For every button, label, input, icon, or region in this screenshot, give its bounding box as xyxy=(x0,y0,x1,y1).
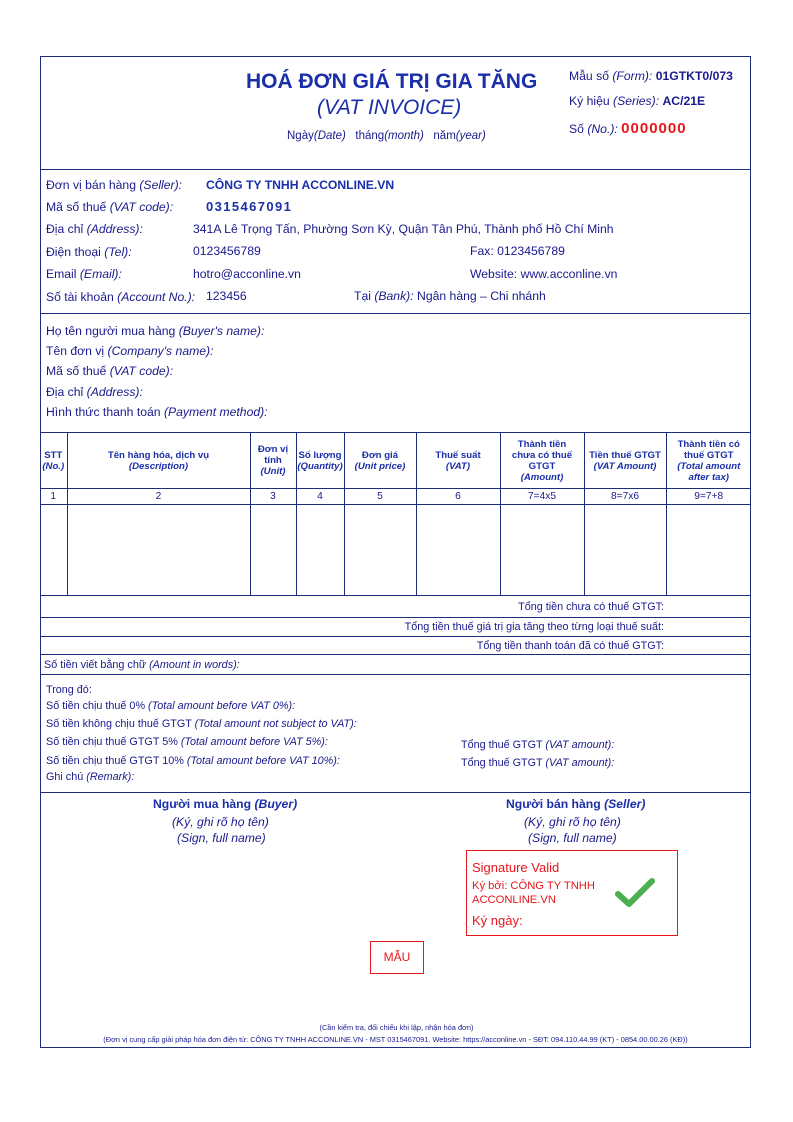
col-header-quantity: Số lượng (Quantity) xyxy=(296,433,344,489)
col-header-unit: Đơn vị tính (Unit) xyxy=(250,433,296,489)
table-index-row xyxy=(40,489,751,505)
seller-sign-instruction-en: (Sign, full name) xyxy=(528,831,617,845)
seller-name-label: Đơn vị bán hàng (Seller): xyxy=(46,178,183,192)
seller-name: CÔNG TY TNHH ACCONLINE.VN xyxy=(206,178,395,192)
table-body-row xyxy=(40,505,751,596)
col-header-vat-amount: Tiền thuế GTGT (VAT Amount) xyxy=(584,433,666,489)
total-after-vat-label: Tổng tiền thanh toán đã có thuế GTGT: xyxy=(476,640,664,652)
seller-address-label: Địa chỉ (Address): xyxy=(46,222,143,236)
seller-website: Website: www.acconline.vn xyxy=(470,267,618,281)
col-header-description: Tên hàng hóa, dịch vụ (Description) xyxy=(67,433,250,489)
index-cell: 5 xyxy=(344,489,416,505)
index-cell: 2 xyxy=(67,489,250,505)
seller-tel-label: Điện thoại (Tel): xyxy=(46,245,132,259)
buyer-payment-label: Hình thức thanh toán (Payment method): xyxy=(46,405,268,419)
signature-valid-text: Signature Valid xyxy=(472,860,560,875)
signed-date-text: Ký ngày: xyxy=(472,913,523,928)
breakdown-intro: Trong đó: xyxy=(46,684,92,696)
series-number: Ký hiệu (Series): AC/21E xyxy=(569,94,706,108)
seller-tax-label: Mã số thuế (VAT code): xyxy=(46,200,174,214)
buyer-address-label: Địa chỉ (Address): xyxy=(46,385,143,399)
vat-total-5: Tổng thuế GTGT (VAT amount): xyxy=(461,739,615,751)
digital-signature-box[interactable] xyxy=(466,850,678,936)
buyer-sign-instruction: (Ký, ghi rõ họ tên) xyxy=(172,815,269,829)
invoice-subtitle: (VAT INVOICE) xyxy=(317,96,462,119)
col-header-total: Thành tiền có thuế GTGT (Total amount after tax) xyxy=(666,433,751,489)
col-header-no: STT (No.) xyxy=(40,433,67,489)
index-cell: 8=7x6 xyxy=(584,489,666,505)
breakdown-vat0: Số tiền chịu thuế 0% (Total amount before VAT 0%): xyxy=(46,700,296,712)
breakdown-vat10: Số tiền chịu thuế GTGT 10% (Total amount before VAT 10%): xyxy=(46,755,340,767)
signed-by-text: Ký bởi: CÔNG TY TNHH ACCONLINE.VN xyxy=(472,880,595,906)
seller-sign-title: Người bán hàng (Seller) xyxy=(506,797,646,811)
seller-address: 341A Lê Trọng Tấn, Phường Sơn Kỳ, Quận Tân Phú, Thành phố Hồ Chí Minh xyxy=(193,222,614,236)
vat-total-10: Tổng thuế GTGT (VAT amount): xyxy=(461,757,615,769)
col-header-unit-price: Đơn giá (Unit price) xyxy=(344,433,416,489)
seller-bank: Tại (Bank): Ngân hàng – Chi nhánh xyxy=(354,289,546,303)
seller-tax-code: 0315467091 xyxy=(206,199,293,214)
index-cell: 6 xyxy=(416,489,500,505)
buyer-tax-label: Mã số thuế (VAT code): xyxy=(46,364,174,378)
buyer-sign-title: Người mua hàng (Buyer) xyxy=(153,797,298,811)
buyer-company-label: Tên đơn vị (Company's name): xyxy=(46,344,214,358)
table-header-row xyxy=(40,433,751,489)
checkmark-icon xyxy=(615,877,655,909)
seller-account: 123456 xyxy=(206,289,247,303)
items-table xyxy=(40,432,751,596)
col-header-amount: Thành tiền chưa có thuế GTGT (Amount) xyxy=(500,433,584,489)
sample-stamp: MẪU xyxy=(370,941,424,974)
seller-fax: Fax: 0123456789 xyxy=(470,244,565,258)
index-cell: 4 xyxy=(296,489,344,505)
index-cell: 7=4x5 xyxy=(500,489,584,505)
invoice-title: HOÁ ĐƠN GIÁ TRỊ GIA TĂNG xyxy=(246,70,538,93)
invoice-number: Số (No.): 0000000 xyxy=(569,120,687,137)
index-cell: 3 xyxy=(250,489,296,505)
total-before-vat-label: Tổng tiền chưa có thuế GTGT: xyxy=(518,601,664,613)
seller-tel: 0123456789 xyxy=(193,244,261,258)
buyer-name-label: Họ tên người mua hàng (Buyer's name): xyxy=(46,324,265,338)
col-header-vat-rate: Thuế suất (VAT) xyxy=(416,433,500,489)
amount-in-words-label: Số tiền viết bằng chữ (Amount in words): xyxy=(44,659,240,671)
seller-email-label: Email (Email): xyxy=(46,267,122,281)
form-number: Mẫu số (Form): 01GTKT0/073 xyxy=(569,69,733,83)
seller-sign-instruction: (Ký, ghi rõ họ tên) xyxy=(524,815,621,829)
buyer-sign-instruction-en: (Sign, full name) xyxy=(177,831,266,845)
breakdown-remark: Ghi chú (Remark): xyxy=(46,771,135,783)
total-vat-by-rate-label: Tổng tiền thuế giá trị gia tăng theo từng loại thuế suất: xyxy=(404,621,664,633)
breakdown-novat: Số tiền không chịu thuế GTGT (Total amount not subject to VAT): xyxy=(46,718,357,730)
footer-provider: (Đơn vị cung cấp giải pháp hóa đơn điện tử: CÔNG TY TNHH ACCONLINE.VN - MST 0315467091. Website: https://acconline.vn - SĐT: 094.110.44.99 (KT) - 0854.00.00.26 (KĐ)) xyxy=(103,1035,688,1044)
breakdown-vat5: Số tiền chịu thuế GTGT 5% (Total amount before VAT 5%): xyxy=(46,736,328,748)
footer-check-note: (Cần kiểm tra, đối chiếu khi lập, nhận hóa đơn) xyxy=(319,1023,474,1032)
index-cell: 1 xyxy=(40,489,67,505)
invoice-date-line: Ngày(Date) tháng(month) năm(year) xyxy=(287,130,486,142)
seller-account-label: Số tài khoản (Account No.): xyxy=(46,290,196,304)
index-cell: 9=7+8 xyxy=(666,489,751,505)
seller-email: hotro@acconline.vn xyxy=(193,267,301,281)
